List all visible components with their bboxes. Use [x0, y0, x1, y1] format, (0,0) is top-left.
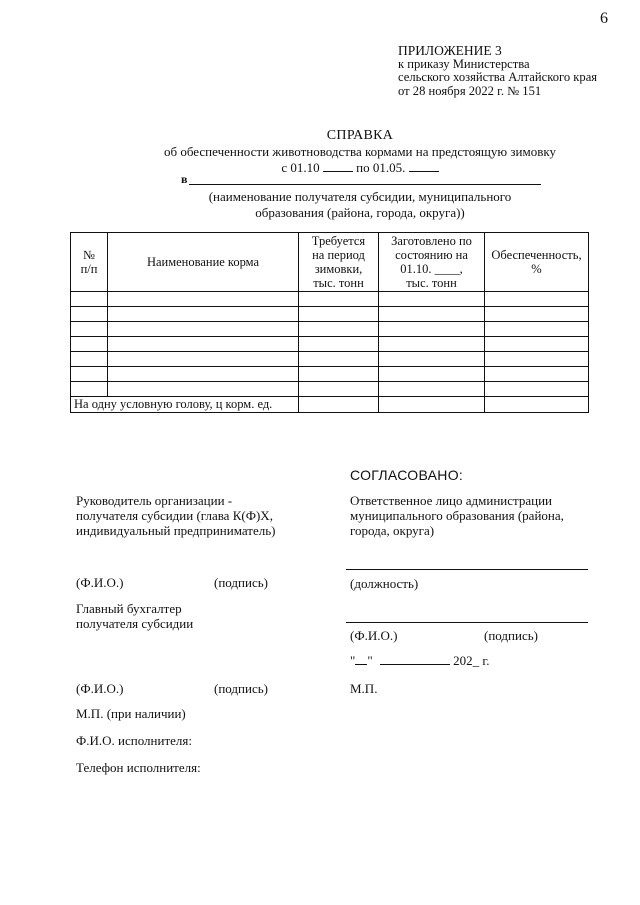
table-cell[interactable]	[71, 382, 108, 397]
table-cell[interactable]	[71, 337, 108, 352]
period-from-year-blank[interactable]	[323, 160, 353, 172]
head-signature-label: (подпись)	[214, 575, 268, 590]
appendix-ministry-line: сельского хозяйства Алтайского края	[398, 70, 598, 84]
table-row	[71, 352, 589, 367]
table-cell[interactable]	[379, 367, 485, 382]
table-cell[interactable]	[485, 292, 589, 307]
appendix-header	[398, 44, 613, 98]
table-cell[interactable]	[108, 352, 299, 367]
date-quote-close: "	[367, 653, 373, 668]
period-to-year-blank[interactable]	[409, 160, 439, 172]
header-required: Требуется на период зимовки, тыс. тонн	[299, 233, 379, 292]
table-cell[interactable]	[108, 337, 299, 352]
table-cell[interactable]	[71, 292, 108, 307]
table-cell[interactable]	[299, 397, 379, 413]
table-row	[71, 337, 589, 352]
recipient-prefix: в	[181, 172, 188, 186]
table-cell[interactable]	[485, 367, 589, 382]
recipient-note-line2: образования (района, города, округа))	[255, 205, 465, 220]
recipient-name-line[interactable]	[189, 184, 541, 185]
period-to: по 01.05.	[356, 160, 406, 175]
chief-accountant-label: Главный бухгалтер получателя субсидии	[76, 601, 194, 631]
municipal-official-label: Ответственное лицо администрации муниципального образования (района, города, округа)	[350, 493, 564, 538]
table-cell[interactable]	[71, 367, 108, 382]
table-cell[interactable]	[379, 397, 485, 413]
official-fio-label: (Ф.И.О.)	[350, 628, 398, 643]
appendix-date-line: от 28 ноября 2022 г. № 151	[398, 83, 542, 98]
table-cell[interactable]	[71, 322, 108, 337]
table-cell[interactable]	[108, 382, 299, 397]
table-cell[interactable]	[299, 307, 379, 322]
recipient-note	[190, 189, 530, 221]
table-cell[interactable]	[108, 322, 299, 337]
official-stamp-label: М.П.	[350, 681, 378, 696]
table-row	[71, 307, 589, 322]
table-header-row	[71, 233, 589, 292]
date-quote-open: "	[350, 653, 356, 668]
appendix-order-line: к приказу Министерства	[398, 56, 530, 71]
organization-head-label: Руководитель организации - получателя субсидии (глава К(Ф)Х, индивидуальный предприниматель)	[76, 493, 276, 538]
table-cell[interactable]	[108, 292, 299, 307]
table-cell[interactable]	[108, 307, 299, 322]
header-harvested: Заготовлено по состоянию на 01.10. ____, тыс. тонн	[379, 233, 485, 292]
table-cell[interactable]	[485, 382, 589, 397]
period-from: с 01.10	[281, 160, 320, 175]
title-main: СПРАВКА	[326, 128, 394, 143]
page-number: 6	[600, 10, 608, 27]
table-row	[71, 367, 589, 382]
table-cell[interactable]	[71, 307, 108, 322]
table-cell[interactable]	[299, 352, 379, 367]
recipient-note-line1: (наименование получателя субсидии, муниципального	[208, 189, 512, 204]
table-cell[interactable]	[379, 322, 485, 337]
table-cell[interactable]	[379, 352, 485, 367]
table-cell[interactable]	[299, 337, 379, 352]
footer-label: На одну условную голову, ц корм. ед.	[71, 397, 299, 413]
date-year: 202_ г.	[453, 653, 490, 668]
header-number: № п/п	[71, 233, 108, 292]
table-cell[interactable]	[299, 292, 379, 307]
header-feed-name: Наименование корма	[108, 233, 299, 292]
table-cell[interactable]	[485, 397, 589, 413]
table-footer-row	[71, 397, 589, 413]
official-signature-label: (подпись)	[484, 628, 538, 643]
accountant-fio-label: (Ф.И.О.)	[76, 681, 124, 696]
table-cell[interactable]	[379, 307, 485, 322]
table-cell[interactable]	[108, 367, 299, 382]
position-line[interactable]	[346, 569, 588, 570]
accountant-signature-label: (подпись)	[214, 681, 268, 696]
title-subject: об обеспеченности животноводства кормами на предстоящую зимовку	[164, 144, 556, 159]
title-period	[150, 160, 570, 176]
table-cell[interactable]	[485, 337, 589, 352]
official-fio-line[interactable]	[346, 622, 588, 623]
table-cell[interactable]	[485, 322, 589, 337]
stamp-if-any-label: М.П. (при наличии)	[76, 706, 186, 721]
table-cell[interactable]	[71, 352, 108, 367]
table-row	[71, 322, 589, 337]
table-cell[interactable]	[299, 367, 379, 382]
table-cell[interactable]	[379, 292, 485, 307]
table-cell[interactable]	[299, 382, 379, 397]
position-label: (должность)	[350, 576, 419, 591]
table-row	[71, 382, 589, 397]
table-cell[interactable]	[485, 352, 589, 367]
head-fio-label: (Ф.И.О.)	[76, 575, 124, 590]
date-day-blank[interactable]	[355, 653, 367, 665]
feed-table	[70, 232, 589, 413]
executor-name-label: Ф.И.О. исполнителя:	[76, 733, 192, 748]
agreed-heading: СОГЛАСОВАНО:	[350, 467, 464, 483]
date-field	[350, 653, 490, 669]
table-row	[71, 292, 589, 307]
document-title	[150, 128, 570, 176]
executor-phone-label: Телефон исполнителя:	[76, 760, 201, 775]
header-provision: Обеспеченность, %	[485, 233, 589, 292]
appendix-title: ПРИЛОЖЕНИЕ 3	[398, 43, 502, 58]
table-cell[interactable]	[485, 307, 589, 322]
table-cell[interactable]	[299, 322, 379, 337]
table-cell[interactable]	[379, 337, 485, 352]
date-month-blank[interactable]	[380, 653, 450, 665]
table-cell[interactable]	[379, 382, 485, 397]
